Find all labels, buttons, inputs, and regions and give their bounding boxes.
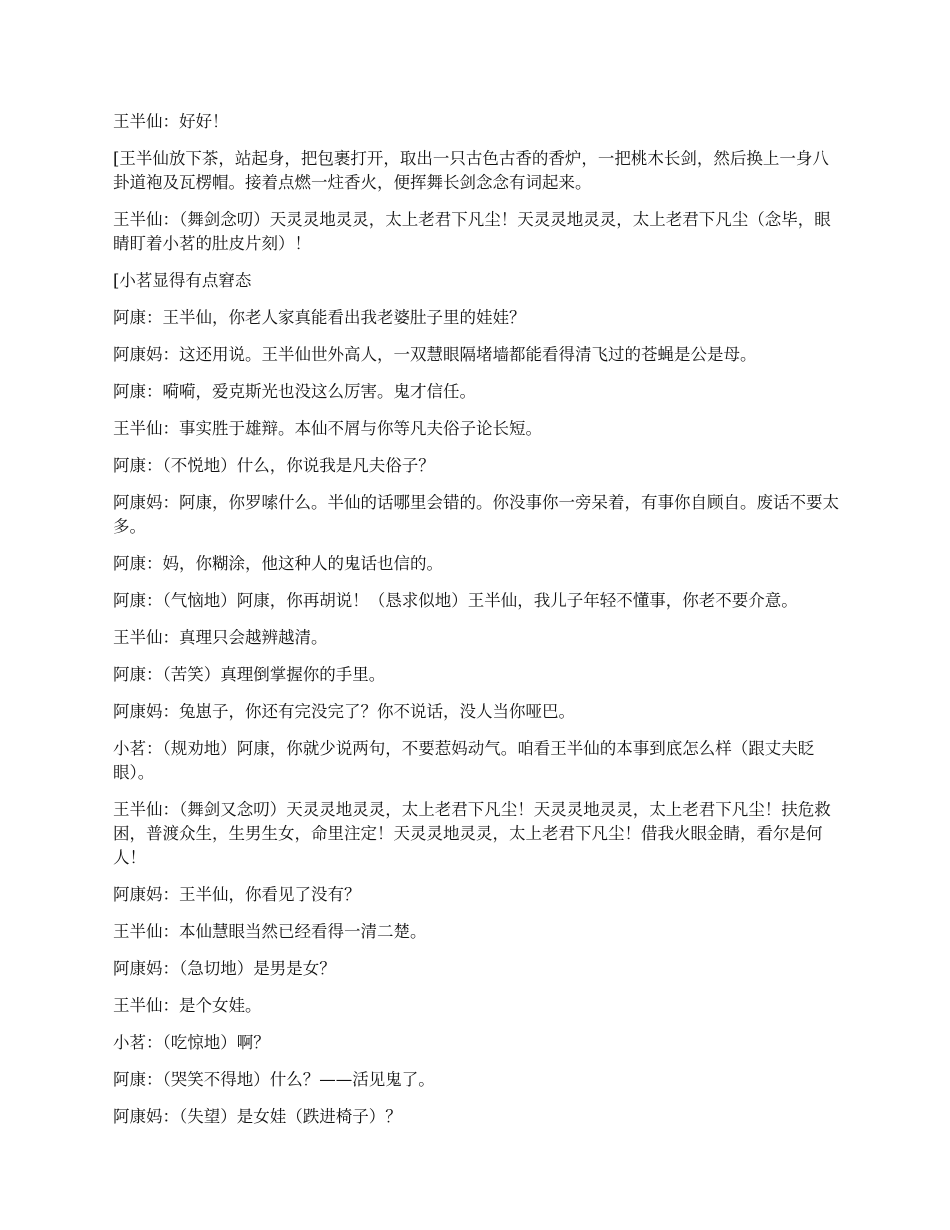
- script-line: 阿康：（哭笑不得地）什么？——活见鬼了。: [113, 1070, 435, 1089]
- script-line: 阿康妈：（失望）是女娃（跌进椅子）？: [113, 1107, 402, 1126]
- stage-direction: [王半仙放下茶，站起身，把包裹打开，取出一只古色古香的香炉，一把桃木长剑，然后换上一身八卦道袍及瓦楞帽。接着点燃一炷香火，便挥舞长剑念念有词起来。: [113, 149, 829, 192]
- script-line: 王半仙：本仙慧眼当然已经看得一清二楚。: [113, 922, 427, 941]
- script-line: 小茗：（吃惊地）啊？: [113, 1033, 270, 1052]
- script-line: 王半仙：真理只会越辨越清。: [113, 628, 328, 647]
- script-line: 阿康：（气恼地）阿康，你再胡说！（恳求似地）王半仙，我儿子年轻不懂事，你老不要介意。: [113, 591, 798, 610]
- script-line: 王半仙：好好！: [113, 112, 229, 131]
- script-line: 阿康：王半仙，你老人家真能看出我老婆肚子里的娃娃？: [113, 308, 526, 327]
- script-line: 阿康妈：阿康，你罗嗦什么。半仙的话哪里会错的。你没事你一旁呆着，有事你自顾自。废话不要太多。: [113, 493, 839, 536]
- script-line: 阿康：妈，你糊涂，他这种人的鬼话也信的。: [113, 554, 443, 573]
- script-line: 阿康妈：王半仙，你看见了没有？: [113, 885, 361, 904]
- script-line: 王半仙：（舞剑又念叨）天灵灵地灵灵，太上老君下凡尘！天灵灵地灵灵，太上老君下凡尘！扶危救困，普渡众生，生男生女，命里注定！天灵灵地灵灵，太上老君下凡尘！借我火眼金睛，看尔是何人！: [113, 800, 831, 867]
- script-line: 阿康：（苦笑）真理倒掌握你的手里。: [113, 665, 386, 684]
- script-line: 王半仙：（舞剑念叨）天灵灵地灵灵，太上老君下凡尘！天灵灵地灵灵，太上老君下凡尘（念毕，眼睛盯着小茗的肚皮片刻）！: [113, 210, 831, 253]
- script-line: 阿康：嗬嗬，爱克斯光也没这么厉害。鬼才信任。: [113, 382, 476, 401]
- script-line: 王半仙：是个女娃。: [113, 996, 262, 1015]
- script-line: 阿康妈：这还用说。王半仙世外高人，一双慧眼隔堵墙都能看得清飞过的苍蝇是公是母。: [113, 345, 757, 364]
- stage-direction: [小茗显得有点窘态: [113, 271, 252, 290]
- script-line: 阿康妈：兔崽子，你还有完没完了？你不说话，没人当你哑巴。: [113, 702, 575, 721]
- script-page: [113, 110, 843, 1142]
- script-line: 阿康：（不悦地）什么，你说我是凡夫俗子？: [113, 456, 435, 475]
- script-line: 王半仙：事实胜于雄辩。本仙不屑与你等凡夫俗子论长短。: [113, 419, 542, 438]
- script-line: 小茗：（规劝地）阿康，你就少说两句，不要惹妈动气。咱看王半仙的本事到底怎么样（跟丈夫眨眼）。: [113, 739, 815, 782]
- script-line: 阿康妈：（急切地）是男是女？: [113, 959, 336, 978]
